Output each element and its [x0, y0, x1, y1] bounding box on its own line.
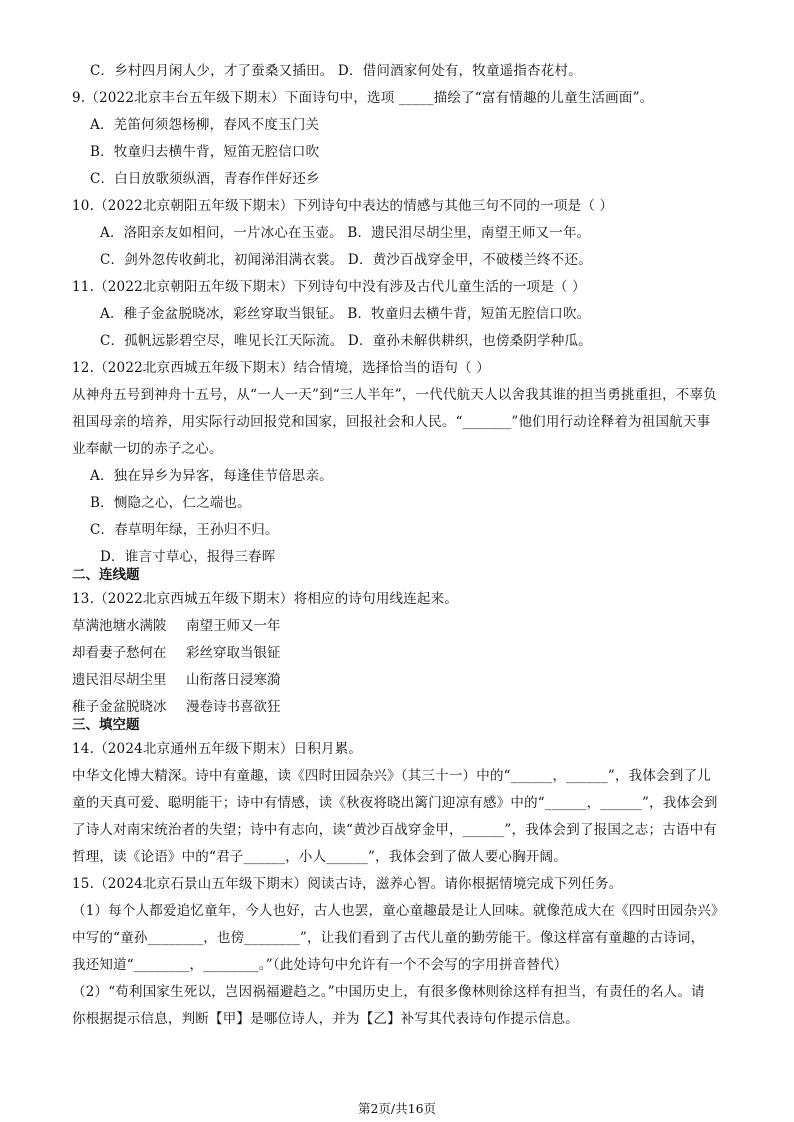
task-2: （2）“苟利国家生死以，岂因祸福避趋之。”中国历史上，有很多像林则徐这样有担当，有责任的名人。请 [72, 984, 705, 1000]
pair-left: 遗民泪尽胡尘里 [72, 672, 167, 688]
passage-line: 你根据提示信息，判断【甲】是哪位诗人，并为【乙】补写其代表诗句作提示信息。 [72, 1011, 579, 1027]
pair-right: 山衔落日浸寒漪 [186, 672, 281, 688]
passage-line: 从神舟五号到神舟十五号，从“一人一天”到“三人半年”，一代代航天人以舍我其谁的担当勇挑重担，不辜负 [72, 387, 717, 403]
pair-left: 稚子金盆脱晓冰 [72, 699, 167, 715]
pair-right: 南望王师又一年 [186, 618, 281, 634]
pair-right: 漫卷诗书喜欲狂 [186, 699, 281, 715]
passage-line: 哲理，读《论语》中的“君子______，小人______”，我体会到了做人要心胸开阔。 [72, 849, 567, 865]
question-15: 15.（2024北京石景山五年级下期末）阅读古诗，滋养心智。请你根据情境完成下列任务。 [72, 876, 623, 892]
option-c: C．白日放歌须纵酒，青春作伴好还乡 [90, 171, 320, 187]
option-c: C．春草明年绿，王孙归不归。 [90, 522, 279, 538]
passage-line: 了诗人对南宋统治者的失望；诗中有志向，读“黄沙百战穿金甲，______”，我体会到了报国之志；古语中有 [72, 822, 718, 838]
task-1: （1）每个人都爱追忆童年，今人也好，古人也罢，童心童趣最是让人回味。就像范成大在《四时田园杂兴》 [72, 903, 725, 919]
passage-line: 我还知道“________，________。”（此处诗句中允许有一个不会写的字用拼音替代） [72, 957, 568, 973]
passage-line: 业奉献一切的赤子之心。 [72, 441, 223, 457]
passage-line: 童的天真可爱、聪明能干；诗中有情感，读《秋夜将晓出篱门迎凉有感》中的“______，______”，我体会到 [72, 795, 718, 811]
passage-line: 中华文化博大精深。诗中有童趣，读《四时田园杂兴》（其三十一）中的“______，______”，我体会到了儿 [72, 768, 711, 784]
passage-line: 中写的“童孙________，也傍________”，让我们看到了古代儿童的勤劳能干。像这样富有童趣的古诗词， [72, 930, 705, 946]
question-14: 14.（2024北京通州五年级下期末）日积月累。 [72, 741, 363, 757]
option-d: D．谁言寸草心，报得三春晖 [100, 549, 276, 565]
option-b: B．恻隐之心，仁之端也。 [90, 495, 251, 511]
question-11: 11.（2022北京朝阳五年级下期末）下列诗句中没有涉及古代儿童生活的一项是（ ） [72, 279, 586, 295]
page-number: 第2页/共16页 [357, 1101, 437, 1116]
section-heading: 二、连线题 [72, 567, 140, 583]
question-10: 10.（2022北京朝阳五年级下期末）下列诗句中表达的情感与其他三句不同的一项是（ ） [72, 198, 614, 214]
section-heading: 三、填空题 [72, 717, 140, 733]
pair-left: 草满池塘水满陂 [72, 618, 167, 634]
option-cd: C．剑外忽传收蓟北，初闻涕泪满衣裳。 D．黄沙百战穿金甲，不破楼兰终不还。 [100, 252, 592, 268]
option-b: B．牧童归去横牛背，短笛无腔信口吹 [90, 144, 320, 160]
question-12: 12.（2022北京西城五年级下期末）结合情境，选择恰当的语句（ ） [72, 360, 490, 376]
text-line: C．乡村四月闲人少，才了蚕桑又插田。 D．借问酒家何处有，牧童遥指杏花村。 [90, 63, 582, 79]
option-a: A．羌笛何须怨杨柳，春风不度玉门关 [90, 117, 320, 133]
option-ab: A．稚子金盆脱晓冰，彩丝穿取当银钲。 B．牧童归去横牛背，短笛无腔信口吹。 [100, 306, 591, 322]
pair-right: 彩丝穿取当银钲 [186, 645, 281, 661]
option-ab: A．洛阳亲友如相问，一片冰心在玉壶。 B．遗民泪尽胡尘里，南望王师又一年。 [100, 225, 591, 241]
option-cd: C．孤帆远影碧空尽，唯见长江天际流。 D．童孙未解供耕织，也傍桑阴学种瓜。 [100, 333, 592, 349]
question-13: 13.（2022北京西城五年级下期末）将相应的诗句用线连起来。 [72, 591, 459, 607]
question-9: 9.（2022北京丰台五年级下期末）下面诗句中，选项 _____描绘了“富有情趣的儿童生活画面”。 [72, 90, 654, 106]
passage-line: 祖国母亲的培养，用实际行动回报党和国家，回报社会和人民。“_______”他们用行动诠释着为祖国航天事 [72, 414, 711, 430]
pair-left: 却看妻子愁何在 [72, 645, 167, 661]
option-a: A．独在异乡为异客，每逢佳节倍思亲。 [90, 468, 333, 484]
